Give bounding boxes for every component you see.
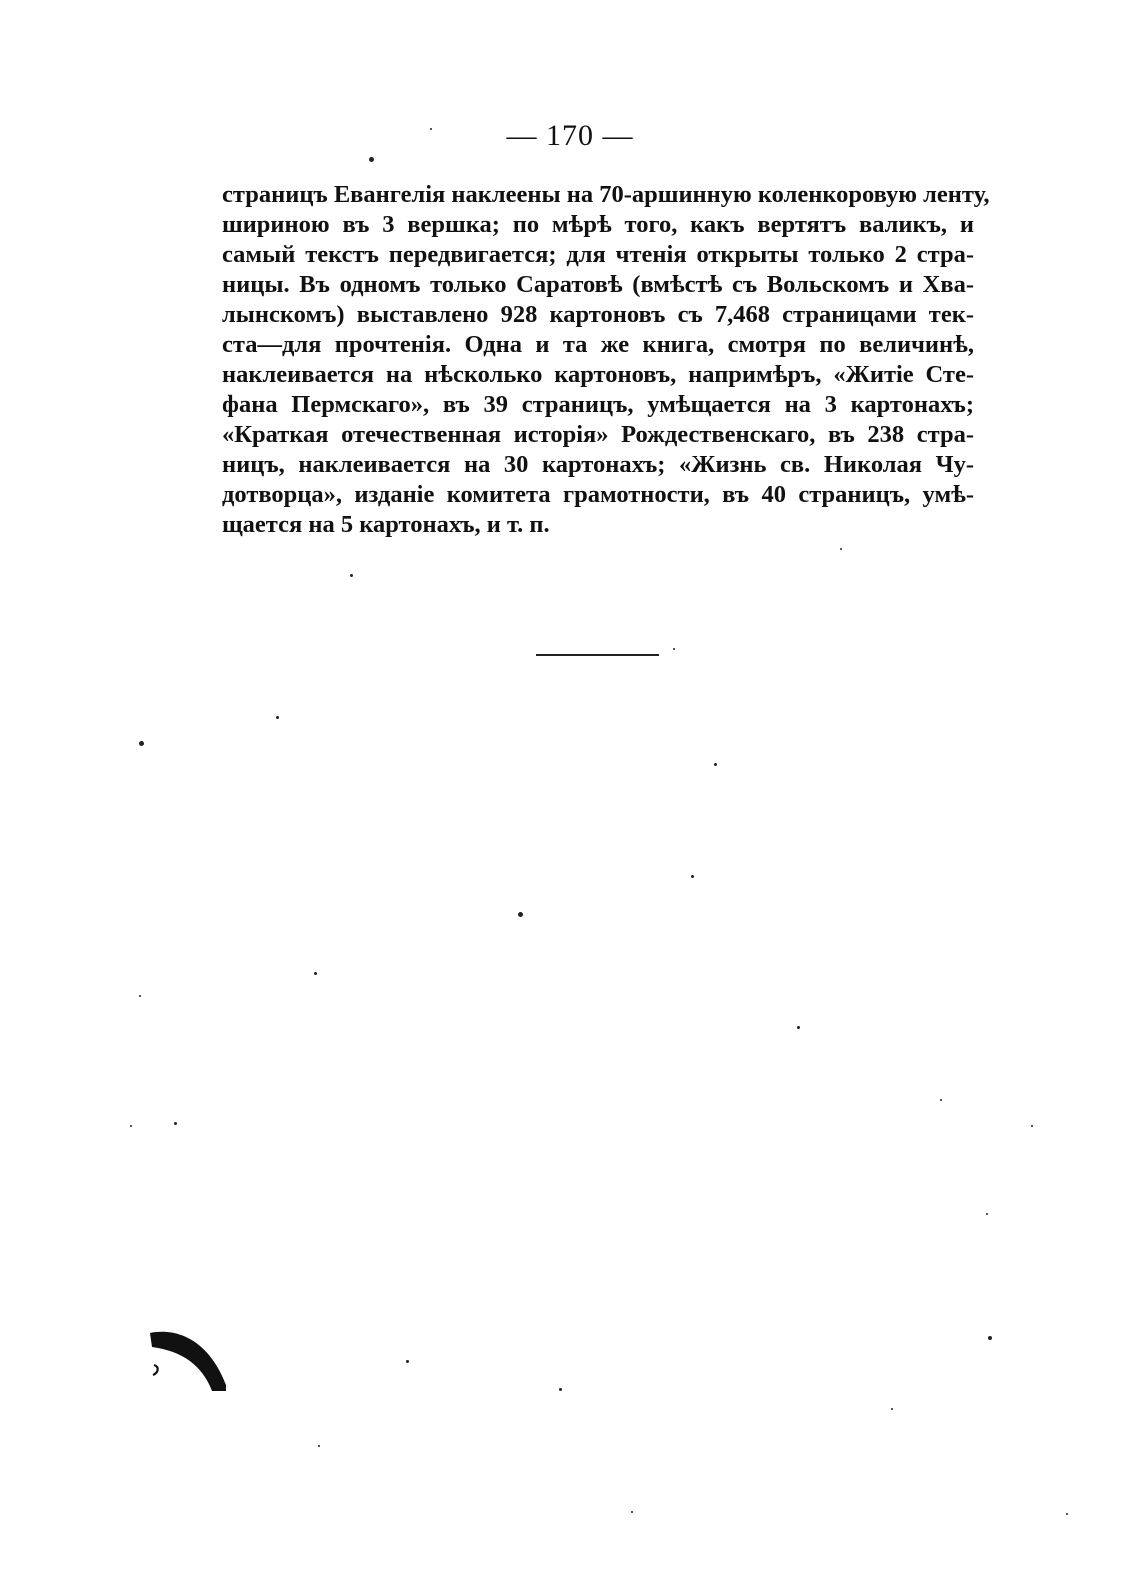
text-line: самый текстъ передвигается; для чтенія открыты только 2 стра- [222, 241, 974, 268]
scan-speck [1031, 1125, 1033, 1127]
scan-speck [130, 1125, 132, 1127]
scan-speck [518, 912, 523, 917]
scan-speck [139, 741, 144, 746]
text-line: дотворца», изданіе комитета грамотности, въ 40 страницъ, умѣ- [222, 481, 974, 508]
scan-speck [631, 1511, 633, 1513]
scan-speck [369, 157, 374, 162]
scan-speck [940, 1099, 942, 1101]
scan-speck [276, 716, 279, 719]
scan-speck [988, 1336, 992, 1340]
scan-speck [797, 1026, 800, 1029]
text-line: ницы. Въ одномъ только Саратовѣ (вмѣстѣ съ Вольскомъ и Хва- [222, 271, 974, 298]
scan-speck [139, 995, 141, 997]
text-line: страницъ Евангелія наклеены на 70-аршинную коленкоровую ленту, [222, 181, 990, 208]
scan-speck [986, 1213, 988, 1215]
scan-speck [714, 763, 717, 766]
scan-speck [840, 548, 842, 550]
scan-speck [350, 574, 353, 577]
text-line: «Краткая отечественная исторія» Рождественскаго, въ 238 стра- [222, 421, 974, 448]
body-paragraph [222, 180, 990, 540]
text-line: шириною въ 3 вершка; по мѣрѣ того, какъ вертятъ валикъ, и [222, 211, 974, 238]
scan-speck [691, 875, 694, 878]
scan-speck [673, 648, 675, 650]
text-line: ста—для прочтенія. Одна и та же книга, смотря по величинѣ, [222, 331, 974, 358]
text-line: лынскомъ) выставлено 928 картоновъ съ 7,468 страницами тек- [222, 301, 974, 328]
section-divider [536, 654, 659, 656]
ink-smudge [140, 1325, 240, 1405]
scan-speck [891, 1408, 893, 1410]
scan-speck [559, 1388, 562, 1391]
scan-speck [406, 1360, 409, 1363]
text-line: ницъ, наклеивается на 30 картонахъ; «Жизнь св. Николая Чу- [222, 451, 974, 478]
text-line: наклеивается на нѣсколько картоновъ, напримѣръ, «Житіе Сте- [222, 361, 974, 388]
scan-speck [174, 1122, 177, 1125]
scan-speck [318, 1445, 320, 1447]
scan-speck [1066, 1513, 1068, 1515]
text-line: щается на 5 картонахъ, и т. п. [222, 511, 550, 538]
page-number: — 170 — [506, 119, 634, 152]
scan-speck [430, 128, 432, 130]
text-line: фана Пермскаго», въ 39 страницъ, умѣщается на 3 картонахъ; [222, 391, 974, 418]
scan-speck [314, 972, 317, 975]
